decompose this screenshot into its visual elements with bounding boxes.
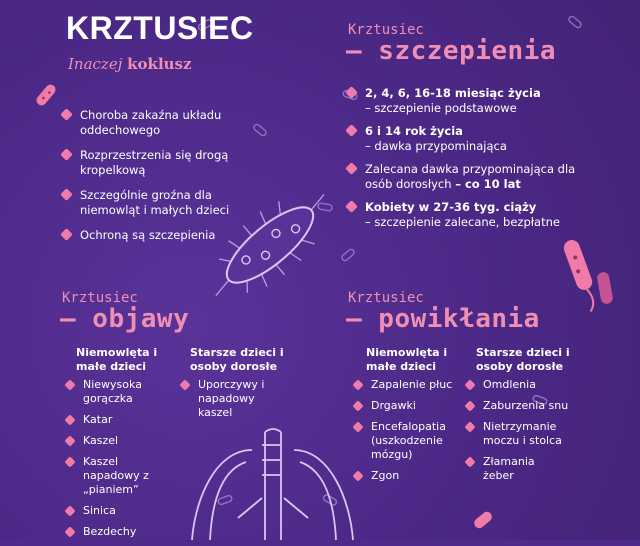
- diamond-bullet-icon: [464, 379, 475, 390]
- vaccines-heading: – szczepienia: [346, 36, 556, 66]
- diamond-bullet-icon: [60, 188, 73, 201]
- list-item: Choroba zakaźna układu oddechowego: [62, 108, 252, 138]
- diamond-bullet-icon: [64, 526, 75, 537]
- list-item: Kaszel: [66, 434, 181, 448]
- diamond-bullet-icon: [64, 456, 75, 467]
- list-item: Omdlenia: [466, 378, 586, 392]
- list-item: Rozprzestrzenia się drogą kropelkową: [62, 148, 252, 178]
- bacteria-outline-icon: [318, 203, 333, 211]
- list-item: 6 i 14 rok życia – dawka przypominająca: [347, 124, 587, 154]
- diamond-bullet-icon: [64, 414, 75, 425]
- complications-col1-title: Niemowlęta i małe dzieci: [366, 346, 448, 373]
- list-item: Zgon: [354, 469, 464, 483]
- symptoms-heading: – objawy: [60, 304, 190, 334]
- bacteria-outline-icon: [341, 248, 356, 262]
- diamond-bullet-icon: [352, 400, 363, 411]
- list-item: Encefalopatia (uszkodzenie mózgu): [354, 420, 461, 462]
- list-item: Uporczywy i napadowy kaszel: [181, 378, 268, 420]
- diamond-bullet-icon: [352, 470, 363, 481]
- diamond-bullet-icon: [345, 200, 358, 213]
- vaccines-heading-small: Krztusiec: [348, 22, 424, 38]
- page-subtitle: [68, 55, 192, 73]
- diamond-bullet-icon: [60, 108, 73, 121]
- diamond-bullet-icon: [345, 86, 358, 99]
- diamond-bullet-icon: [64, 379, 75, 390]
- list-item: Sinica: [66, 504, 181, 518]
- intro-list: [62, 108, 252, 253]
- page-title: KRZTUSIEC: [66, 10, 254, 46]
- bacteria-outline-icon: [253, 123, 268, 137]
- symptoms-col2-list: [181, 378, 271, 427]
- complications-heading-small: Krztusiec: [348, 290, 424, 306]
- list-item: Niewysoka gorączka: [66, 378, 181, 406]
- diamond-bullet-icon: [345, 124, 358, 137]
- diamond-bullet-icon: [179, 379, 190, 390]
- diamond-bullet-icon: [64, 505, 75, 516]
- complications-col2-title: Starsze dzieci i osoby dorosłe: [476, 346, 570, 373]
- bacteria-small-icon: [472, 510, 494, 531]
- bacteria-small-icon: [562, 238, 602, 313]
- bacteria-outline-icon: [568, 15, 583, 29]
- bacteria-outline-icon: [217, 495, 232, 505]
- list-item: Zapalenie płuc: [354, 378, 464, 392]
- list-item: Ochroną są szczepienia: [62, 228, 252, 243]
- list-item: Katar: [66, 413, 181, 427]
- complications-col2-list: [466, 378, 586, 490]
- lungs-outline-illustration: [192, 429, 353, 540]
- diamond-bullet-icon: [352, 379, 363, 390]
- diamond-bullet-icon: [64, 435, 75, 446]
- diamond-bullet-icon: [464, 421, 475, 432]
- complications-heading: – powikłania: [346, 304, 540, 334]
- subtitle-word: koklusz: [127, 55, 192, 73]
- diamond-bullet-icon: [464, 456, 475, 467]
- list-item: Kaszel napadowy z „pianiem”: [66, 455, 163, 497]
- diamond-bullet-icon: [60, 228, 73, 241]
- symptoms-heading-small: Krztusiec: [62, 290, 138, 306]
- vaccines-list: [347, 86, 587, 238]
- list-item: Zalecana dawka przypominająca dla osób dorosłych – co 10 lat: [347, 162, 580, 192]
- list-item: Zaburzenia snu: [466, 399, 586, 413]
- diamond-bullet-icon: [60, 148, 73, 161]
- list-item: Nietrzymanie moczu i stolca: [466, 420, 583, 448]
- complications-col1-list: [354, 378, 464, 490]
- subtitle-prefix: Inaczej: [68, 55, 123, 73]
- bacteria-small-icon: [34, 83, 57, 108]
- diamond-bullet-icon: [464, 400, 475, 411]
- list-item: Kobiety w 27-36 tyg. ciąży – szczepienie zalecane, bezpłatne: [347, 200, 587, 230]
- symptoms-col1-title: Niemowlęta i małe dzieci: [76, 346, 158, 373]
- diamond-bullet-icon: [345, 162, 358, 175]
- list-item: Bezdechy: [66, 525, 181, 539]
- list-item: Szczególnie groźna dla niemowląt i małych dzieci: [62, 188, 252, 218]
- bacteria-small-icon: [596, 271, 613, 305]
- diamond-bullet-icon: [352, 421, 363, 432]
- list-item: 2, 4, 6, 16-18 miesiąc życia – szczepienie podstawowe: [347, 86, 587, 116]
- symptoms-col2-title: Starsze dzieci i osoby dorosłe: [190, 346, 284, 373]
- symptoms-col1-list: [66, 378, 181, 546]
- list-item: Drgawki: [354, 399, 464, 413]
- list-item: Złamania żeber: [466, 455, 553, 483]
